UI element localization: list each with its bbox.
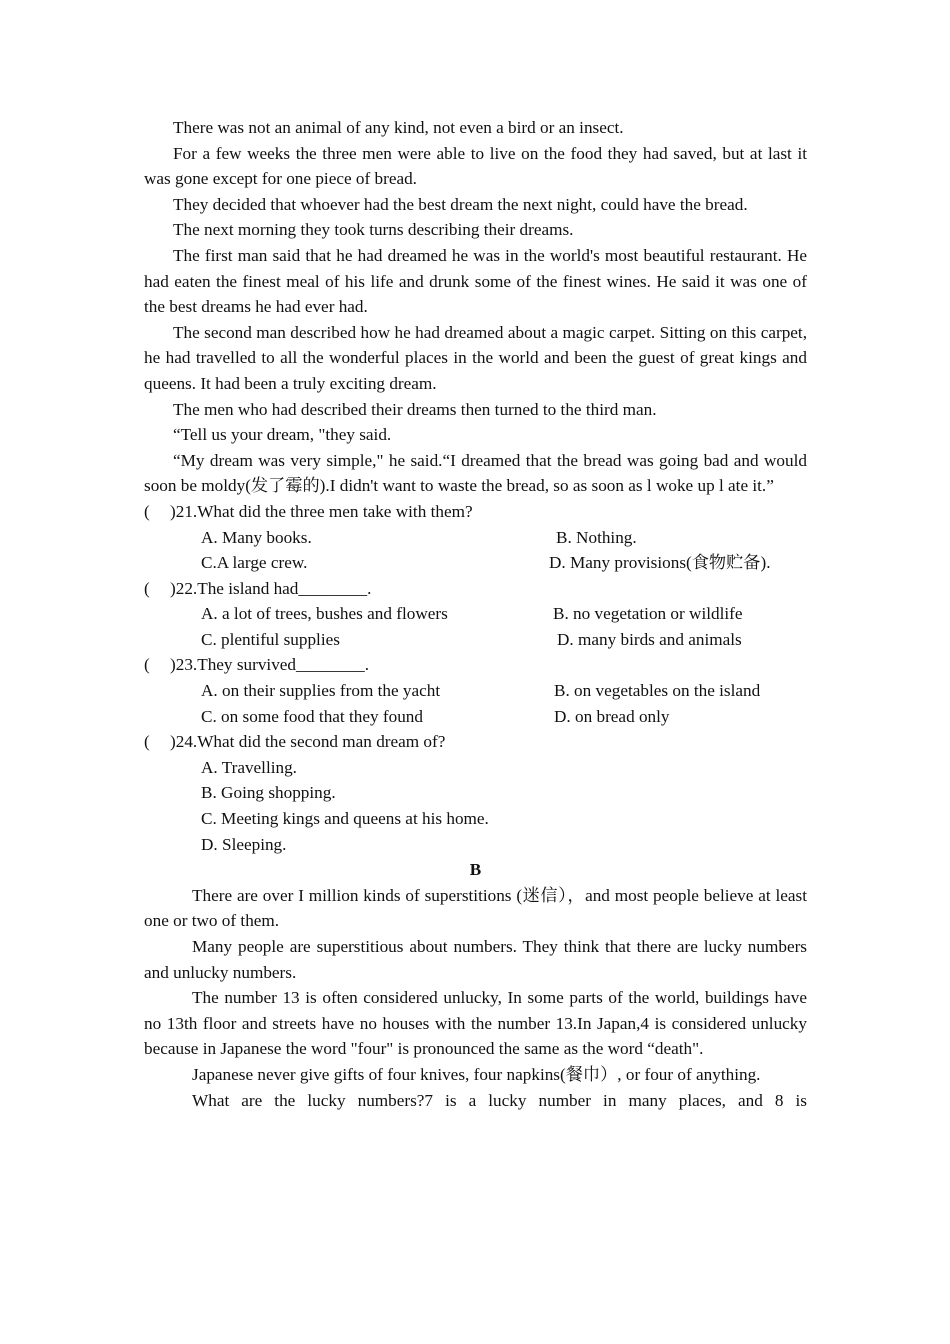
option-b: B. Going shopping. bbox=[201, 783, 336, 803]
paragraph: What are the lucky numbers?7 is a lucky number in many places, and 8 is bbox=[192, 1090, 807, 1110]
paragraph: The first man said that he had dreamed he was in the world's most beautiful restaurant. He had eaten the finest meal of his life and drunk some of the finest wines. He said it was one of the best dreams he had ever had. bbox=[144, 245, 807, 317]
document-body bbox=[144, 115, 807, 1113]
question-text: )23.They survived________. bbox=[170, 655, 370, 675]
question-22 bbox=[144, 576, 807, 653]
section-title: B bbox=[469, 860, 482, 880]
question-24 bbox=[144, 729, 807, 857]
answer-blank[interactable]: ( bbox=[144, 732, 150, 752]
question-text: )22.The island had________. bbox=[170, 578, 372, 598]
option-d: D. many birds and animals bbox=[557, 629, 742, 649]
option-a: A. on their supplies from the yacht bbox=[201, 681, 441, 701]
option-a: A. a lot of trees, bushes and flowers bbox=[201, 604, 448, 624]
paragraph: Many people are superstitious about numbers. They think that there are lucky numbers and unlucky numbers. bbox=[144, 937, 807, 982]
question-text: )21.What did the three men take with them? bbox=[170, 501, 473, 521]
option-b: B. Nothing. bbox=[556, 527, 637, 547]
option-c: C. on some food that they found bbox=[201, 706, 423, 726]
paragraph: Japanese never give gifts of four knives, four napkins(餐巾）, or four of anything. bbox=[192, 1064, 761, 1084]
question-stem bbox=[144, 729, 807, 755]
option-row bbox=[144, 525, 807, 551]
option-c: C. plentiful supplies bbox=[201, 629, 340, 649]
option-row bbox=[144, 627, 807, 653]
option-row bbox=[144, 678, 807, 704]
option-d: D. Sleeping. bbox=[201, 834, 287, 854]
question-21 bbox=[144, 499, 807, 576]
paragraph: “Tell us your dream, "they said. bbox=[173, 425, 392, 445]
option-b: B. on vegetables on the island bbox=[554, 681, 761, 701]
option-a: A. Many books. bbox=[201, 527, 312, 547]
paragraph: There are over I million kinds of superstitions (迷信），and most people believe at least one or two of them. bbox=[144, 885, 807, 931]
option-c: C.A large crew. bbox=[201, 553, 308, 573]
option-b: B. no vegetation or wildlife bbox=[553, 604, 743, 624]
option-row bbox=[144, 704, 807, 730]
paragraph: There was not an animal of any kind, not even a bird or an insect. bbox=[173, 118, 624, 137]
option-d: D. on bread only bbox=[554, 706, 670, 726]
question-stem bbox=[144, 652, 807, 678]
option-c: C. Meeting kings and queens at his home. bbox=[201, 809, 489, 829]
option-a: A. Travelling. bbox=[201, 757, 297, 777]
paragraph: They decided that whoever had the best dream the next night, could have the bread. bbox=[173, 194, 748, 214]
question-stem bbox=[144, 499, 807, 525]
paragraph: The next morning they took turns describing their dreams. bbox=[173, 220, 574, 240]
paragraph: The men who had described their dreams then turned to the third man. bbox=[173, 399, 657, 419]
question-stem bbox=[144, 576, 807, 602]
question-text: )24.What did the second man dream of? bbox=[170, 732, 446, 752]
paragraph: The number 13 is often considered unlucky, In some parts of the world, buildings have no 13th floor and streets have no houses with the number 13.In Japan,4 is considered unlucky because in Japanese the word "four" is pronounced the same as the word “death". bbox=[144, 988, 807, 1059]
option-d: D. Many provisions(食物贮备). bbox=[549, 553, 771, 573]
paragraph: For a few weeks the three men were able to live on the food they had saved, but at last it was gone except for one piece of bread. bbox=[144, 143, 807, 189]
option-row bbox=[144, 550, 807, 576]
question-23 bbox=[144, 652, 807, 729]
option-row bbox=[144, 601, 807, 627]
paragraph: The second man described how he had dreamed about a magic carpet. Sitting on this carpet, he had travelled to all the wonderful places in the world and been the guest of great kings and queens. It had been a truly exciting dream. bbox=[144, 322, 807, 393]
answer-blank[interactable]: ( bbox=[144, 655, 150, 675]
answer-blank[interactable]: ( bbox=[144, 578, 150, 598]
paragraph: “My dream was very simple," he said.“I dreamed that the bread was going bad and would soon be moldy(发了霉的).I didn't want to waste the bread, so as soon as l woke up l ate it.” bbox=[144, 450, 807, 496]
answer-blank[interactable]: ( bbox=[144, 501, 150, 521]
